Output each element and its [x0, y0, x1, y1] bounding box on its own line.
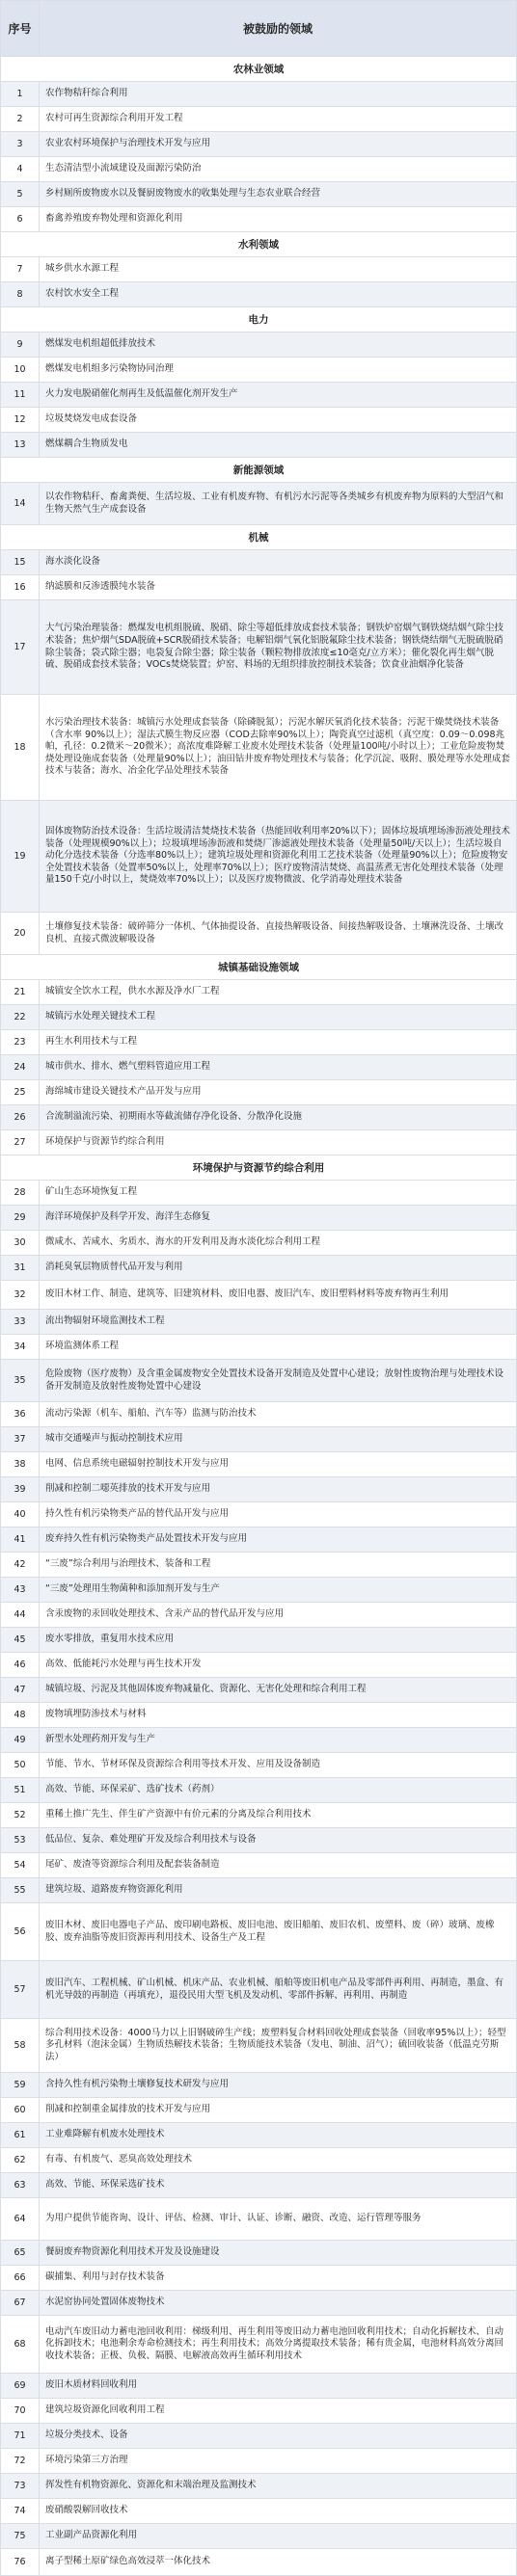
row-field-text: 纳滤膜和反渗透膜纯水装备 [40, 575, 517, 600]
row-field-text: 离子型稀土原矿绿色高效浸萃一体化技术 [40, 2549, 517, 2576]
row-field-text: 燃煤耦合生物质发电 [40, 433, 517, 458]
row-number: 5 [1, 182, 40, 207]
table-row [1, 2374, 517, 2399]
table-row [1, 1803, 517, 1828]
table-row [1, 332, 517, 358]
row-field-text: 高效、节能、环保采选矿技术 [40, 2173, 517, 2198]
row-field-text: 废水零排放，重复用水技术应用 [40, 1628, 517, 1653]
table-row [1, 2019, 517, 2073]
row-number: 2 [1, 107, 40, 132]
row-number: 21 [1, 980, 40, 1005]
row-number: 45 [1, 1628, 40, 1653]
row-number: 67 [1, 2291, 40, 2316]
table-row [1, 2266, 517, 2291]
row-field-text: “三废”处理用生物菌种和添加剂开发与生产 [40, 1578, 517, 1603]
row-field-text: 废弃持久性有机污染物类产品处置技术开发与应用 [40, 1527, 517, 1553]
row-number: 71 [1, 2424, 40, 2449]
row-field-text: 建筑垃圾、道路废弃物资源化利用 [40, 1878, 517, 1903]
table-row [1, 1778, 517, 1803]
row-field-text: 废硝酸裂解回收技术 [40, 2499, 517, 2524]
row-field-text: 尾矿、废渣等资源综合利用及配套装备制造 [40, 1853, 517, 1878]
table-row [1, 1130, 517, 1155]
row-field-text: 削减和控制二噁英排放的技术开发与应用 [40, 1477, 517, 1502]
section-title: 环境保护与资源节约综合利用 [1, 1155, 517, 1181]
row-number: 51 [1, 1778, 40, 1803]
row-number: 20 [1, 913, 40, 955]
table-row [1, 1603, 517, 1628]
row-field-text: 微咸水、苦咸水、劣质水、海水的开发利用及海水淡化综合利用工程 [40, 1231, 517, 1256]
table-row [1, 1828, 517, 1853]
row-field-text: 流出物辐射环境监测技术工程 [40, 1310, 517, 1335]
row-number: 34 [1, 1335, 40, 1360]
row-number: 64 [1, 2198, 40, 2241]
table-row [1, 1360, 517, 1402]
row-field-text: 削减和控制重金属排放的技术开发与应用 [40, 2098, 517, 2123]
row-number: 31 [1, 1256, 40, 1281]
table-row [1, 1310, 517, 1335]
row-number: 74 [1, 2499, 40, 2524]
row-field-text: 海水淡化设备 [40, 550, 517, 575]
row-number: 58 [1, 2019, 40, 2073]
table-row [1, 2424, 517, 2449]
table-row [1, 1335, 517, 1360]
row-field-text: 土壤修复技术装备：破碎筛分一体机、气体抽提设备、直接热解吸设备、间接热解吸设备、土壤淋洗设备、土壤改良机、直接式微波解吸设备 [40, 913, 517, 955]
row-field-text: 燃煤发电机组超低排放技术 [40, 332, 517, 358]
table-row [1, 82, 517, 107]
row-number: 63 [1, 2173, 40, 2198]
row-number: 25 [1, 1080, 40, 1105]
table-row [1, 1653, 517, 1678]
row-field-text: 持久性有机污染物类产品的替代品开发与应用 [40, 1502, 517, 1527]
table-row [1, 1427, 517, 1452]
row-number: 3 [1, 132, 40, 157]
row-number: 27 [1, 1130, 40, 1155]
row-field-text: 海洋环境保护及科学开发、海洋生态修复 [40, 1206, 517, 1231]
table-row [1, 107, 517, 132]
row-field-text: 餐厨废弃物资源化利用技术开发及设施建设 [40, 2241, 517, 2266]
row-field-text: 水泥窑协同处置固体废物技术 [40, 2291, 517, 2316]
table-row [1, 2449, 517, 2474]
table-row [1, 1402, 517, 1427]
table-row [1, 2549, 517, 2576]
table-row [1, 207, 517, 232]
row-number: 73 [1, 2474, 40, 2499]
row-field-text: 高效、节能、环保采矿、选矿技术（药剂） [40, 1778, 517, 1803]
section-title: 农林业领域 [1, 57, 517, 82]
row-number: 1 [1, 82, 40, 107]
row-number: 24 [1, 1055, 40, 1080]
table-row [1, 132, 517, 157]
table-row [1, 1231, 517, 1256]
row-field-text: 新型水处理药剂开发与生产 [40, 1728, 517, 1753]
row-field-text: 燃煤发电机组多污染物协同治理 [40, 358, 517, 383]
row-number: 28 [1, 1181, 40, 1206]
table-row [1, 1055, 517, 1080]
row-field-text: 含汞废物的汞回收处理技术、含汞产品的替代品开发与应用 [40, 1603, 517, 1628]
row-number: 47 [1, 1678, 40, 1703]
table-row [1, 2316, 517, 2374]
row-field-text: 环境监测体系工程 [40, 1335, 517, 1360]
row-number: 9 [1, 332, 40, 358]
table-row [1, 2474, 517, 2499]
section-header-row [1, 955, 517, 980]
row-number: 48 [1, 1703, 40, 1728]
row-number: 39 [1, 1477, 40, 1502]
header-field: 被鼓励的领域 [40, 1, 517, 57]
table-row [1, 695, 517, 801]
row-number: 36 [1, 1402, 40, 1427]
table-row [1, 1703, 517, 1728]
row-field-text: 农村饮水安全工程 [40, 282, 517, 307]
row-number: 32 [1, 1281, 40, 1310]
table-row [1, 1005, 517, 1030]
row-field-text: 城乡供水水源工程 [40, 257, 517, 282]
table-row [1, 913, 517, 955]
table-row [1, 1181, 517, 1206]
row-number: 11 [1, 383, 40, 408]
row-field-text: 废旧木材、废旧电器电子产品、废印刷电路板、废旧电池、废旧船舶、废旧农机、废塑料、废（碎）玻璃、废橡胶、废弃油脂等废旧资源再利用技术、设备生产及工程 [40, 1903, 517, 1961]
table-row [1, 2291, 517, 2316]
table-row [1, 2123, 517, 2148]
row-number: 61 [1, 2123, 40, 2148]
row-field-text: 水污染治理技术装备：城镇污水处理成套装备（除磷脱氮）；污泥水解厌氧消化技术装备；污泥干燥焚烧技术装备（含水率 90%以上）；湿法式膜生物反应器（COD去除率90%以上）；陶瓷真空过滤机（真空度：0.09～0.098兆帕，孔径：0.2微米～20微米）；高浓度难降解工业废水处理技术装备（处理量100吨/小时以上）；工业危险废物焚烧处理设施成套装备（处理量90%以上）；油田钻井废弃物处理技术与装备；化学沉淀、吸附、膜处理等水处理成套技术与装备；海水、冶金化学品处理技术装备 [40, 695, 517, 801]
section-header-row [1, 525, 517, 550]
row-number: 29 [1, 1206, 40, 1231]
table-row [1, 2198, 517, 2241]
table-row [1, 980, 517, 1005]
row-field-text: 综合利用技术设备：4000马力以上旧钢破碎生产线；废塑料复合材料回收处理成套装备（回收率95%以上）；轻型多孔材料（泡沫金属）生物质热解技术装备；生物质能技术装备（发电、制油、沼气）；硫回收装备（低温克劳斯法） [40, 2019, 517, 2073]
row-number: 37 [1, 1427, 40, 1452]
row-field-text: 流动污染源（机车、船舶、汽车等）监测与防治技术 [40, 1402, 517, 1427]
row-number: 65 [1, 2241, 40, 2266]
row-number: 69 [1, 2374, 40, 2399]
row-number: 46 [1, 1653, 40, 1678]
row-field-text: 海绵城市建设关键技术产品开发与应用 [40, 1080, 517, 1105]
row-field-text: 碳捕集、利用与封存技术装备 [40, 2266, 517, 2291]
row-number: 54 [1, 1853, 40, 1878]
table-row [1, 1080, 517, 1105]
row-number: 68 [1, 2316, 40, 2374]
row-field-text: 乡村厕所废物废水以及餐厨废物废水的收集处理与生态农业联合经营 [40, 182, 517, 207]
row-field-text: 工业副产品资源化利用 [40, 2524, 517, 2549]
row-field-text: 工业难降解有机废水处理技术 [40, 2123, 517, 2148]
row-number: 44 [1, 1603, 40, 1628]
table-row [1, 2173, 517, 2198]
row-number: 53 [1, 1828, 40, 1853]
table-row [1, 1678, 517, 1703]
row-number: 33 [1, 1310, 40, 1335]
row-number: 43 [1, 1578, 40, 1603]
row-number: 12 [1, 408, 40, 433]
section-title: 新能源领域 [1, 458, 517, 483]
row-number: 59 [1, 2073, 40, 2098]
table-row [1, 550, 517, 575]
table-row [1, 1753, 517, 1778]
row-number: 52 [1, 1803, 40, 1828]
table-row [1, 2098, 517, 2123]
row-number: 57 [1, 1961, 40, 2019]
row-field-text: 重稀土推广先生、伴生矿产资源中有价元素的分离及综合利用技术 [40, 1803, 517, 1828]
row-field-text: 挥发性有机物资源化、资源化和末端治理及监测技术 [40, 2474, 517, 2499]
row-field-text: 生态清洁型小流域建设及面源污染防治 [40, 157, 517, 182]
row-number: 23 [1, 1030, 40, 1055]
row-field-text: 有毒、有机废气、恶臭高效处理技术 [40, 2148, 517, 2173]
section-header-row [1, 307, 517, 332]
row-number: 17 [1, 600, 40, 695]
row-field-text: 环境保护与资源节约综合利用 [40, 1130, 517, 1155]
table-row [1, 1853, 517, 1878]
table-row [1, 383, 517, 408]
header-serial-number: 序号 [1, 1, 40, 57]
section-title: 城镇基础设施领域 [1, 955, 517, 980]
table-row [1, 1030, 517, 1055]
row-field-text: 环境污染第三方治理 [40, 2449, 517, 2474]
row-field-text: 消耗臭氧层物质替代品开发与利用 [40, 1256, 517, 1281]
row-field-text: 建筑垃圾资源化回收利用工程 [40, 2399, 517, 2424]
row-number: 42 [1, 1553, 40, 1578]
row-field-text: 废旧木材工作、制造、建筑等、旧建筑材料、废旧电器、废旧汽车、废旧塑料材料等废弃物再生利用 [40, 1281, 517, 1310]
row-number: 10 [1, 358, 40, 383]
table-row [1, 257, 517, 282]
table-header-row [1, 1, 517, 57]
row-number: 18 [1, 695, 40, 801]
row-number: 15 [1, 550, 40, 575]
section-header-row [1, 232, 517, 257]
row-field-text: 垃圾焚烧发电成套设备 [40, 408, 517, 433]
section-title: 水利领域 [1, 232, 517, 257]
section-header-row [1, 458, 517, 483]
row-field-text: 火力发电脱硝催化剂再生及低温催化剂开发生产 [40, 383, 517, 408]
row-field-text: “三废”综合利用与治理技术、装备和工程 [40, 1553, 517, 1578]
table-row [1, 1502, 517, 1527]
row-number: 72 [1, 2449, 40, 2474]
row-field-text: 城镇安全饮水工程，供水水源及净水厂工程 [40, 980, 517, 1005]
row-number: 60 [1, 2098, 40, 2123]
row-field-text: 废物填埋防渗技术与材料 [40, 1703, 517, 1728]
row-field-text: 低品位、复杂、难处理矿开发及综合利用技术与设备 [40, 1828, 517, 1853]
row-number: 13 [1, 433, 40, 458]
row-field-text: 大气污染治理装备：燃煤发电机组脱硫、脱硝、除尘等超低排放成套技术装备；钢铁炉窑烟气钢铁烧结烟气除尘技术装备；焦炉烟气SDA脱硫+SCR脱硝技术装备；电解铝烟气氧化铝脱氟除尘技术装备；钢铁烧结烟气无脱硫脱硝除尘装备；袋式除尘器；电袋复合除尘器；除尘装备（颗粒物排放浓度≤10毫克/立方米）；催化裂化再生烟气脱硫、脱硝成套技术装备；VOCs焚烧装置；炉窑、料场的无组织排放控制技术装备；饮食业油烟净化装备 [40, 600, 517, 695]
row-number: 4 [1, 157, 40, 182]
row-number: 55 [1, 1878, 40, 1903]
row-number: 62 [1, 2148, 40, 2173]
row-field-text: 农作物秸秆综合利用 [40, 82, 517, 107]
table-row [1, 1477, 517, 1502]
row-field-text: 农村可再生资源综合利用开发工程 [40, 107, 517, 132]
row-number: 19 [1, 801, 40, 913]
table-row [1, 575, 517, 600]
row-field-text: 垃圾分类技术、设备 [40, 2424, 517, 2449]
row-field-text: 再生水利用技术与工程 [40, 1030, 517, 1055]
table-row [1, 1903, 517, 1961]
row-number: 22 [1, 1005, 40, 1030]
table-row [1, 2148, 517, 2173]
table-row [1, 1281, 517, 1310]
row-number: 76 [1, 2549, 40, 2576]
row-field-text: 城镇垃圾、污泥及其他固体废弃物减量化、资源化、无害化处理和综合利用工程 [40, 1678, 517, 1703]
section-title: 机械 [1, 525, 517, 550]
row-number: 56 [1, 1903, 40, 1961]
row-number: 26 [1, 1105, 40, 1130]
table-row [1, 157, 517, 182]
table-row [1, 1578, 517, 1603]
table-row [1, 483, 517, 525]
table-row [1, 2073, 517, 2098]
row-field-text: 城镇污水处理关键技术工程 [40, 1005, 517, 1030]
row-number: 35 [1, 1360, 40, 1402]
row-number: 49 [1, 1728, 40, 1753]
row-number: 75 [1, 2524, 40, 2549]
table-row [1, 1256, 517, 1281]
row-field-text: 电动汽车废旧动力蓄电池回收利用：梯级利用、再生利用等废旧动力蓄电池回收利用技术；自动化拆解技术、自动化拆卸技术；电池剩余寿命检测技术；再生利用技术；高效分离提取技术装备；稀有贵金属，电池材料高效分离回收技术装备；正极、负极、隔膜、电解液高效再生循环利用技术 [40, 2316, 517, 2374]
row-number: 41 [1, 1527, 40, 1553]
row-number: 38 [1, 1452, 40, 1477]
table-row [1, 1206, 517, 1231]
table-row [1, 408, 517, 433]
row-number: 16 [1, 575, 40, 600]
table-row [1, 1527, 517, 1553]
row-field-text: 矿山生态环境恢复工程 [40, 1181, 517, 1206]
row-number: 70 [1, 2399, 40, 2424]
table-row [1, 1728, 517, 1753]
row-number: 7 [1, 257, 40, 282]
table-row [1, 433, 517, 458]
section-header-row [1, 1155, 517, 1181]
table-row [1, 1105, 517, 1130]
table-row [1, 1878, 517, 1903]
table-row [1, 2241, 517, 2266]
row-field-text: 含持久性有机污染物土壤修复技术研发与应用 [40, 2073, 517, 2098]
table-row [1, 2499, 517, 2524]
row-field-text: 电网、信息系统电磁辐射控制技术开发与应用 [40, 1452, 517, 1477]
table-row [1, 182, 517, 207]
row-field-text: 农业农村环境保护与治理技术开发与应用 [40, 132, 517, 157]
row-field-text: 畜禽养殖废弃物处理和资源化利用 [40, 207, 517, 232]
table-row [1, 600, 517, 695]
row-field-text: 高效、低能耗污水处理与再生技术开发 [40, 1653, 517, 1678]
row-field-text: 节能、节水、节材环保及资源综合利用等技术开发、应用及设备制造 [40, 1753, 517, 1778]
row-field-text: 城市供水、排水、燃气塑料管道应用工程 [40, 1055, 517, 1080]
row-field-text: 废旧木质材料回收利用 [40, 2374, 517, 2399]
table-row [1, 801, 517, 913]
table-body [1, 57, 517, 2576]
table-row [1, 1628, 517, 1653]
table-row [1, 2524, 517, 2549]
table-row [1, 1452, 517, 1477]
row-field-text: 合流制溢流污染、初期雨水等截流储存净化设备、分散净化设施 [40, 1105, 517, 1130]
row-field-text: 废旧汽车、工程机械、矿山机械、机床产品、农业机械、船舶等废旧机电产品及零部件再利用、再制造，墨盒、有机光导鼓的再制造（再填充），退役民用大型飞机及发动机、零部件拆解、再利用、再制造 [40, 1961, 517, 2019]
row-field-text: 固体废物防治技术设备：生活垃圾清洁焚烧技术装备（热能回收利用率20%以下）；固体垃圾填埋场渗沥液处理技术装备（处理规模90%以上）；垃圾填埋场渗沥液和焚烧厂渗滤液处理技术装备（处理量50吨/天以上）；生活垃圾自动化分选技术装备（分选率80%以上）；建筑垃圾处理和资源化利用工艺技术装备（处理量90%以上）；危险废物安全处置技术装备（处置率50%以上，处理率70%以上）；医疗废物清洁焚烧、高温蒸煮无害化处理技术装备（处理量150千克/小时以上，焚烧效率70%以上）；以及医疗废物微波、化学消毒处理技术装备 [40, 801, 517, 913]
section-header-row [1, 57, 517, 82]
row-number: 66 [1, 2266, 40, 2291]
row-number: 30 [1, 1231, 40, 1256]
row-number: 14 [1, 483, 40, 525]
row-field-text: 城市交通噪声与振动控制技术应用 [40, 1427, 517, 1452]
row-number: 8 [1, 282, 40, 307]
row-number: 50 [1, 1753, 40, 1778]
table-row [1, 358, 517, 383]
table-row [1, 1553, 517, 1578]
row-number: 40 [1, 1502, 40, 1527]
row-field-text: 危险废物（医疗废物）及含重金属废物安全处置技术设备开发制造及处置中心建设；放射性废物治理与处理技术设备开发制造及放射性废物处置中心建设 [40, 1360, 517, 1402]
table-row [1, 2399, 517, 2424]
table-row [1, 282, 517, 307]
row-field-text: 为用户提供节能咨询、设计、评估、检测、审计、认证、诊断、融资、改造、运行管理等服务 [40, 2198, 517, 2241]
section-title: 电力 [1, 307, 517, 332]
row-field-text: 以农作物秸秆、畜禽粪便、生活垃圾、工业有机废弃物、有机污水污泥等各类城乡有机废弃物为原料的大型沼气和生物天然气生产成套设备 [40, 483, 517, 525]
table-row [1, 1961, 517, 2019]
row-number: 6 [1, 207, 40, 232]
